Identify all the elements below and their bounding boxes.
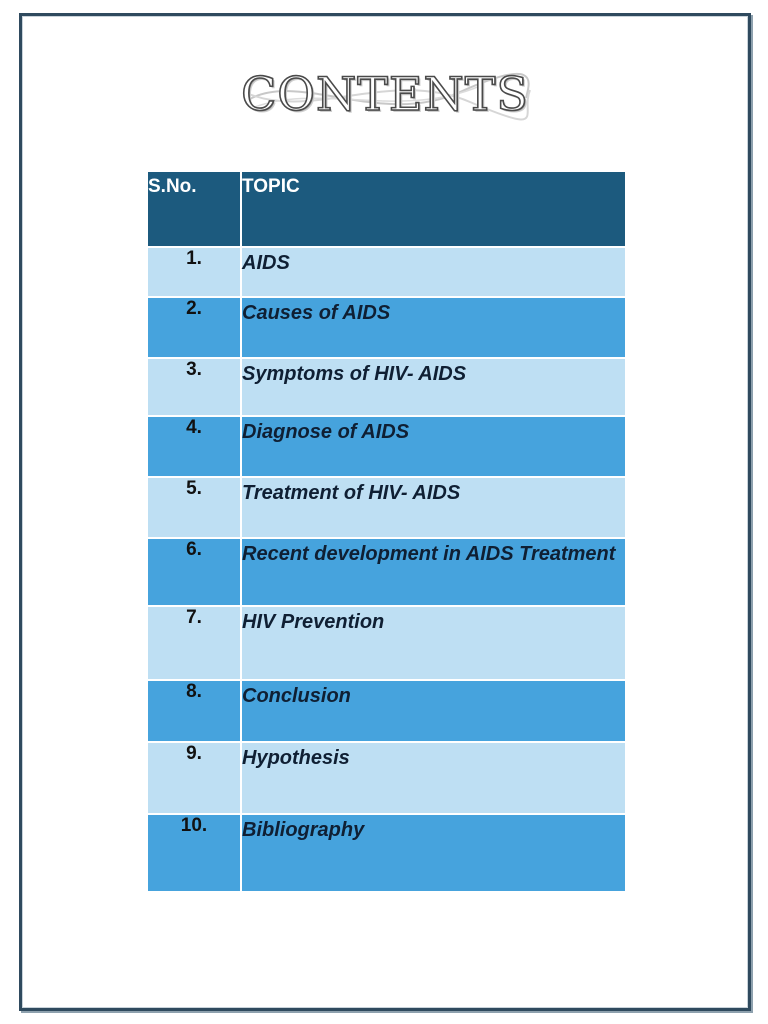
row-topic: Diagnose of AIDS (241, 416, 626, 477)
table-row (147, 680, 626, 742)
table-header-row (147, 171, 626, 247)
table-row (147, 247, 626, 297)
table-row (147, 742, 626, 814)
row-sno: 3. (147, 358, 241, 416)
table-row (147, 358, 626, 416)
row-sno: 1. (147, 247, 241, 297)
row-sno: 6. (147, 538, 241, 606)
row-sno: 5. (147, 477, 241, 538)
row-topic: Conclusion (241, 680, 626, 742)
row-topic: Causes of AIDS (241, 297, 626, 358)
row-topic: Bibliography (241, 814, 626, 892)
header-topic: TOPIC (241, 171, 626, 247)
page-title: CONTENTS (241, 67, 529, 121)
title-block (230, 62, 540, 126)
row-topic: Treatment of HIV- AIDS (241, 477, 626, 538)
table-row (147, 477, 626, 538)
row-sno: 2. (147, 297, 241, 358)
row-sno: 8. (147, 680, 241, 742)
row-sno: 7. (147, 606, 241, 680)
row-topic: AIDS (241, 247, 626, 297)
table-row (147, 538, 626, 606)
row-sno: 10. (147, 814, 241, 892)
header-sno: S.No. (147, 171, 241, 247)
row-topic: HIV Prevention (241, 606, 626, 680)
table-row (147, 297, 626, 358)
contents-table (146, 170, 627, 893)
table-row (147, 416, 626, 477)
row-topic: Recent development in AIDS Treatment (241, 538, 626, 606)
row-topic: Symptoms of HIV- AIDS (241, 358, 626, 416)
table-row (147, 814, 626, 892)
row-sno: 4. (147, 416, 241, 477)
row-topic: Hypothesis (241, 742, 626, 814)
row-sno: 9. (147, 742, 241, 814)
table-row (147, 606, 626, 680)
